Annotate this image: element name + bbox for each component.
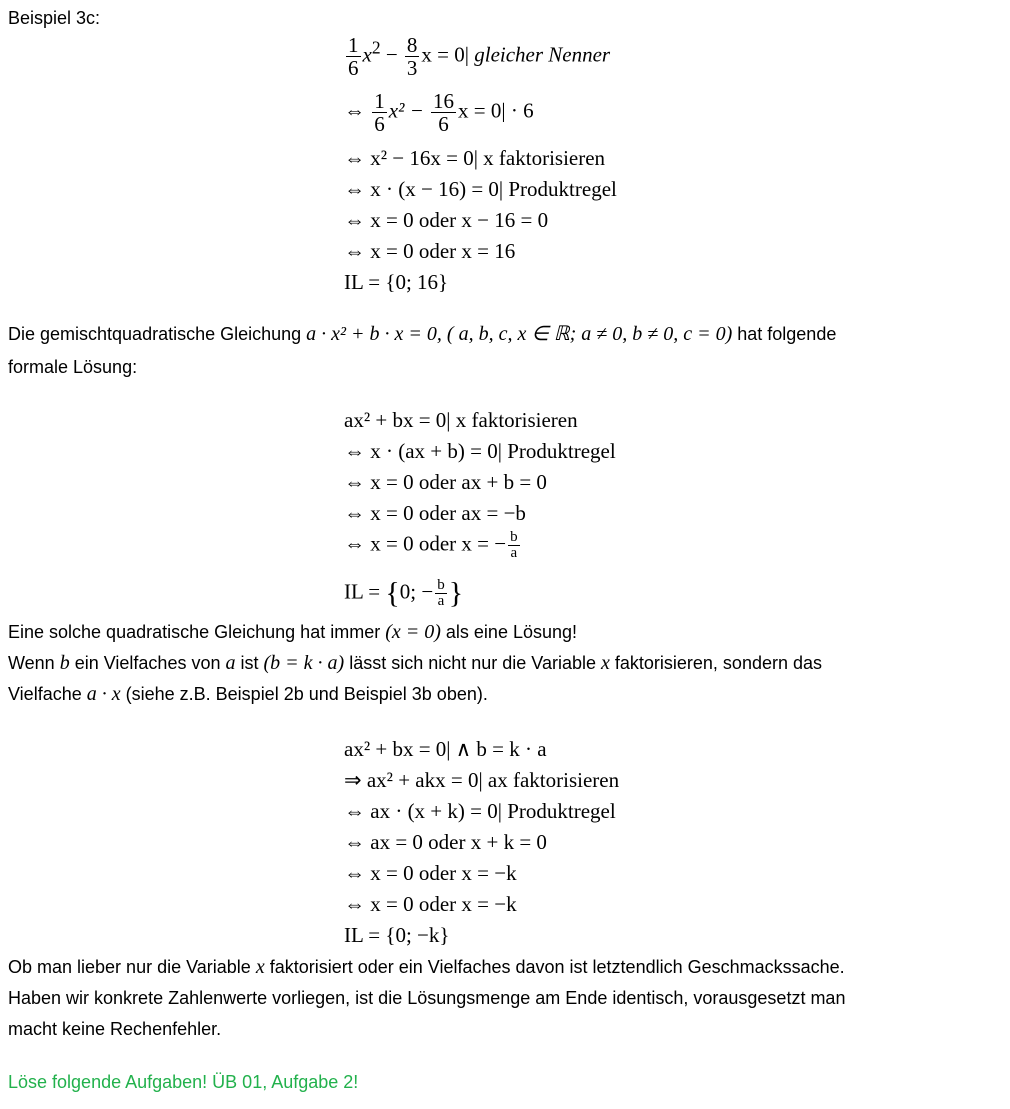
equation-line: ⇔ x · (x − 16) = 0| Produktregel xyxy=(344,177,617,201)
text: ist xyxy=(235,653,264,673)
equation-line: ⇔ x = 0 oder ax + b = 0 xyxy=(344,470,547,494)
text: (siehe z.B. Beispiel 2b und Beispiel 3b oben). xyxy=(120,684,488,704)
equation-line: ⇔ x · (ax + b) = 0| Produktregel xyxy=(344,439,616,463)
equation-line: ax² + bx = 0| ∧ b = k · a xyxy=(344,737,547,761)
paragraph xyxy=(8,324,836,344)
equation-term: x² − xyxy=(388,98,424,123)
denominator: 6 xyxy=(348,56,359,80)
equation-text: ⇔ x = 0 oder x = − xyxy=(344,531,507,556)
heading: Beispiel 3c: xyxy=(8,8,101,28)
numerator: b xyxy=(510,529,518,545)
text: lässt sich nicht nur die Variable xyxy=(344,653,601,673)
paragraph xyxy=(8,957,845,977)
inline-math: (b = k · a) xyxy=(263,652,345,674)
text: Vielfache xyxy=(8,684,87,704)
numerator: 1 xyxy=(374,89,385,113)
text: Eine solche quadratische Gleichung hat immer xyxy=(8,622,381,642)
paragraph xyxy=(8,653,822,673)
brace: } xyxy=(448,576,464,610)
text: faktorisieren, sondern das xyxy=(609,653,823,673)
inline-math: a · x xyxy=(86,683,121,705)
equation-rest: x = 0| · 6 xyxy=(458,98,534,123)
equation-line: ⇔ ax = 0 oder x + k = 0 xyxy=(344,830,547,854)
fraction xyxy=(372,90,387,135)
text: Die gemischtquadratische Gleichung xyxy=(8,324,302,344)
numerator: 1 xyxy=(348,33,359,57)
denominator: a xyxy=(437,593,445,609)
text: Wenn xyxy=(8,653,60,673)
equivalence-arrow: ⇔ xyxy=(344,98,371,123)
paragraph: Haben wir konkrete Zahlenwerte vorliegen, ist die Lösungsmenge am Ende identisch, vorausgesetzt man xyxy=(8,988,846,1008)
operator: − xyxy=(380,42,398,67)
equation-line: ⇔ x = 0 oder x = 16 xyxy=(344,239,516,263)
denominator: a xyxy=(510,545,518,561)
solution-label: IL = xyxy=(344,579,386,604)
paragraph: formale Lösung: xyxy=(8,357,138,377)
equation-line xyxy=(344,530,522,561)
numerator: 16 xyxy=(433,89,455,113)
equation-line: $\frac{1}{6}$ $x^2$ − $\frac{8}{3}$ x = 0| gleicher Nenner xyxy=(348,33,611,80)
equation-line: ⇒ ax² + akx = 0| ax faktorisieren xyxy=(344,768,620,792)
inline-math: x xyxy=(601,652,610,674)
numerator: 8 xyxy=(406,33,418,57)
equation-line: ⇔ x = 0 oder x = −k xyxy=(344,861,517,885)
solution-set: IL = {0; −k} xyxy=(344,923,450,947)
solution-set xyxy=(344,578,463,609)
equation-rest: x = 0| xyxy=(421,42,475,67)
text: faktorisiert oder ein Vielfaches davon ist letztendlich Geschmackssache. xyxy=(264,957,845,977)
equation-line: ax² + bx = 0| x faktorisieren xyxy=(344,408,578,432)
paragraph: macht keine Rechenfehler. xyxy=(8,1019,222,1039)
step-note: gleicher Nenner xyxy=(474,42,611,67)
numerator: b xyxy=(437,577,445,593)
paragraph xyxy=(8,622,577,642)
denominator: 3 xyxy=(406,56,418,80)
equation-line: ⇔ x = 0 oder x = −k xyxy=(344,892,517,916)
equation-line: ⇔ ax · (x + k) = 0| Produktregel xyxy=(344,799,616,823)
brace: { xyxy=(385,576,400,610)
paragraph xyxy=(8,684,488,704)
inline-math: a xyxy=(225,652,236,674)
inline-math: b xyxy=(59,652,70,674)
text: als eine Lösung! xyxy=(445,622,578,642)
task-instruction: Löse folgende Aufgaben! ÜB 01, Aufgabe 2! xyxy=(8,1072,359,1092)
equation-line: ⇔ x = 0 oder x − 16 = 0 xyxy=(344,208,549,232)
text: Ob man lieber nur die Variable xyxy=(8,957,256,977)
text: ein Vielfaches von xyxy=(69,653,226,673)
inline-math: x xyxy=(255,956,265,978)
fraction xyxy=(346,34,361,79)
equation-line: ⇔ x = 0 oder ax = −b xyxy=(344,501,526,525)
equation-line xyxy=(344,90,534,135)
inline-math: a · x² + b · x = 0, ( a, b, c, x ∈ ℝ; a ≠ 0, b ≠ 0, c = 0) xyxy=(301,323,733,345)
text: hat folgende xyxy=(732,324,837,344)
fraction xyxy=(405,34,420,79)
fraction xyxy=(435,578,447,609)
denominator: 6 xyxy=(438,112,449,136)
denominator: 6 xyxy=(374,112,385,136)
solution-set: IL = {0; 16} xyxy=(344,270,449,294)
inline-math: (x = 0) xyxy=(380,621,446,643)
fraction xyxy=(508,530,520,561)
fraction xyxy=(431,90,456,135)
equation-line: ⇔ x² − 16x = 0| x faktorisieren xyxy=(344,146,606,170)
equation-text: 0; − xyxy=(399,579,434,604)
